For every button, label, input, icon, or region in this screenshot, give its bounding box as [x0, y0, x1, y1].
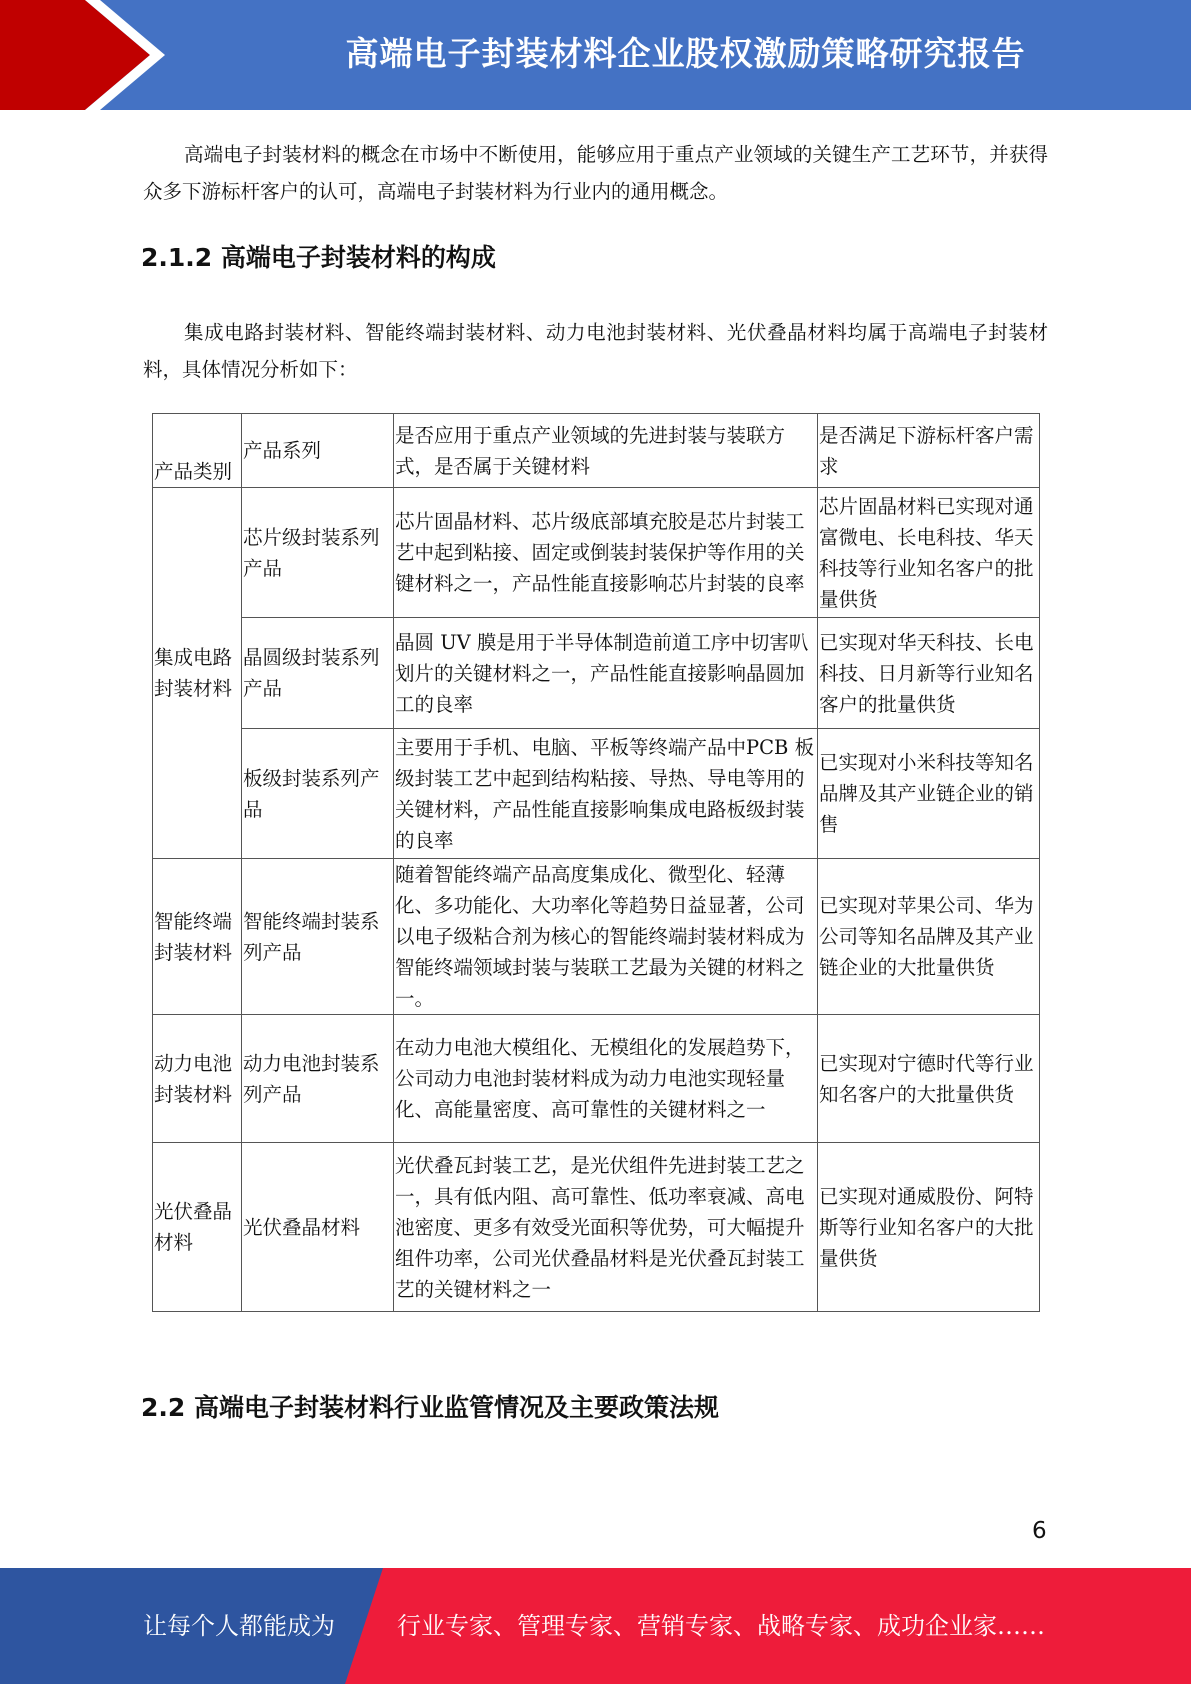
series-cell: 晶圆级封装系列产品: [242, 618, 394, 729]
header-red-arrow-icon: [0, 0, 200, 110]
application-cell: 光伏叠瓦封装工艺，是光伏组件先进封装工艺之一，具有低内阻、高可靠性、低功率衰减、高电池密度、更多有效受光面积等优势，可大幅提升组件功率，公司光伏叠晶材料是光伏叠瓦封装工艺的关键材料之一: [394, 1143, 818, 1312]
application-cell: 随着智能终端产品高度集成化、微型化、轻薄化、多功能化、大功率化等趋势日益显著，公司以电子级粘合剂为核心的智能终端封装材料成为智能终端领域封装与装联工艺最为关键的材料之一。: [394, 859, 818, 1015]
customers-cell: 已实现对小米科技等知名品牌及其产业链企业的销售: [818, 729, 1040, 859]
table-row: [153, 1015, 1040, 1143]
category-cell: 光伏叠晶材料: [153, 1143, 242, 1312]
header-series: 产品系列: [242, 414, 394, 488]
series-cell: 智能终端封装系列产品: [242, 859, 394, 1015]
header-application: 是否应用于重点产业领域的先进封装与装联方式，是否属于关键材料: [394, 414, 818, 488]
application-cell: 晶圆 UV 膜是用于半导体制造前道工序中切害叭划片的关键材料之一，产品性能直接影响晶圆加工的良率: [394, 618, 818, 729]
footer-slogan-left: 让每个人都能成为: [143, 1612, 335, 1640]
table-row: [153, 488, 1040, 618]
application-cell: 主要用于手机、电脑、平板等终端产品中PCB 板级封装工艺中起到结构粘接、导热、导电等用的关键材料，产品性能直接影响集成电路板级封装的良率: [394, 729, 818, 859]
footer-slogan-right: 行业专家、管理专家、营销专家、战略专家、成功企业家……: [397, 1612, 1045, 1640]
customers-cell: 已实现对宁德时代等行业知名客户的大批量供货: [818, 1015, 1040, 1143]
application-cell: 在动力电池大模组化、无模组化的发展趋势下，公司动力电池封装材料成为动力电池实现轻量化、高能量密度、高可靠性的关键材料之一: [394, 1015, 818, 1143]
category-cell: 智能终端封装材料: [153, 859, 242, 1015]
composition-paragraph: 集成电路封装材料、智能终端封装材料、动力电池封装材料、光伏叠晶材料均属于高端电子封装材料，具体情况分析如下：: [143, 321, 1048, 381]
header-customers: 是否满足下游标杆客户需求: [818, 414, 1040, 488]
table-row: [153, 1143, 1040, 1312]
series-cell: 动力电池封装系列产品: [242, 1015, 394, 1143]
category-cell: 集成电路封装材料: [153, 488, 242, 859]
series-cell: 芯片级封装系列产品: [242, 488, 394, 618]
table-row: [153, 618, 1040, 729]
customers-cell: 已实现对通威股份、阿特斯等行业知名客户的大批量供货: [818, 1143, 1040, 1312]
document-title: 高端电子封装材料企业股权激励策略研究报告: [345, 34, 1026, 73]
customers-cell: 已实现对华天科技、长电科技、日月新等行业知名客户的批量供货: [818, 618, 1040, 729]
series-cell: 板级封装系列产品: [242, 729, 394, 859]
intro-paragraph: 高端电子封装材料的概念在市场中不断使用，能够应用于重点产业领域的关键生产工艺环节，并获得众多下游标杆客户的认可，高端电子封装材料为行业内的通用概念。: [143, 143, 1048, 203]
section-heading-2-1-2: 2.1.2 高端电子封装材料的构成: [141, 243, 496, 272]
table-header-row: [153, 414, 1040, 488]
materials-table: [152, 413, 1040, 1312]
customers-cell: 芯片固晶材料已实现对通富微电、长电科技、华天科技等行业知名客户的批量供货: [818, 488, 1040, 618]
series-cell: 光伏叠晶材料: [242, 1143, 394, 1312]
table-row: [153, 729, 1040, 859]
table-row: [153, 859, 1040, 1015]
page-header: [0, 0, 1191, 110]
section-heading-2-2: 2.2 高端电子封装材料行业监管情况及主要政策法规: [141, 1393, 719, 1422]
application-cell: 芯片固晶材料、芯片级底部填充胶是芯片封装工艺中起到粘接、固定或倒装封装保护等作用的关键材料之一，产品性能直接影响芯片封装的良率: [394, 488, 818, 618]
page-footer: [0, 1568, 1191, 1684]
category-cell: 动力电池封装材料: [153, 1015, 242, 1143]
header-category: 产品类别: [153, 414, 242, 488]
customers-cell: 已实现对苹果公司、华为公司等知名品牌及其产业链企业的大批量供货: [818, 859, 1040, 1015]
page-number: 6: [1032, 1518, 1047, 1544]
